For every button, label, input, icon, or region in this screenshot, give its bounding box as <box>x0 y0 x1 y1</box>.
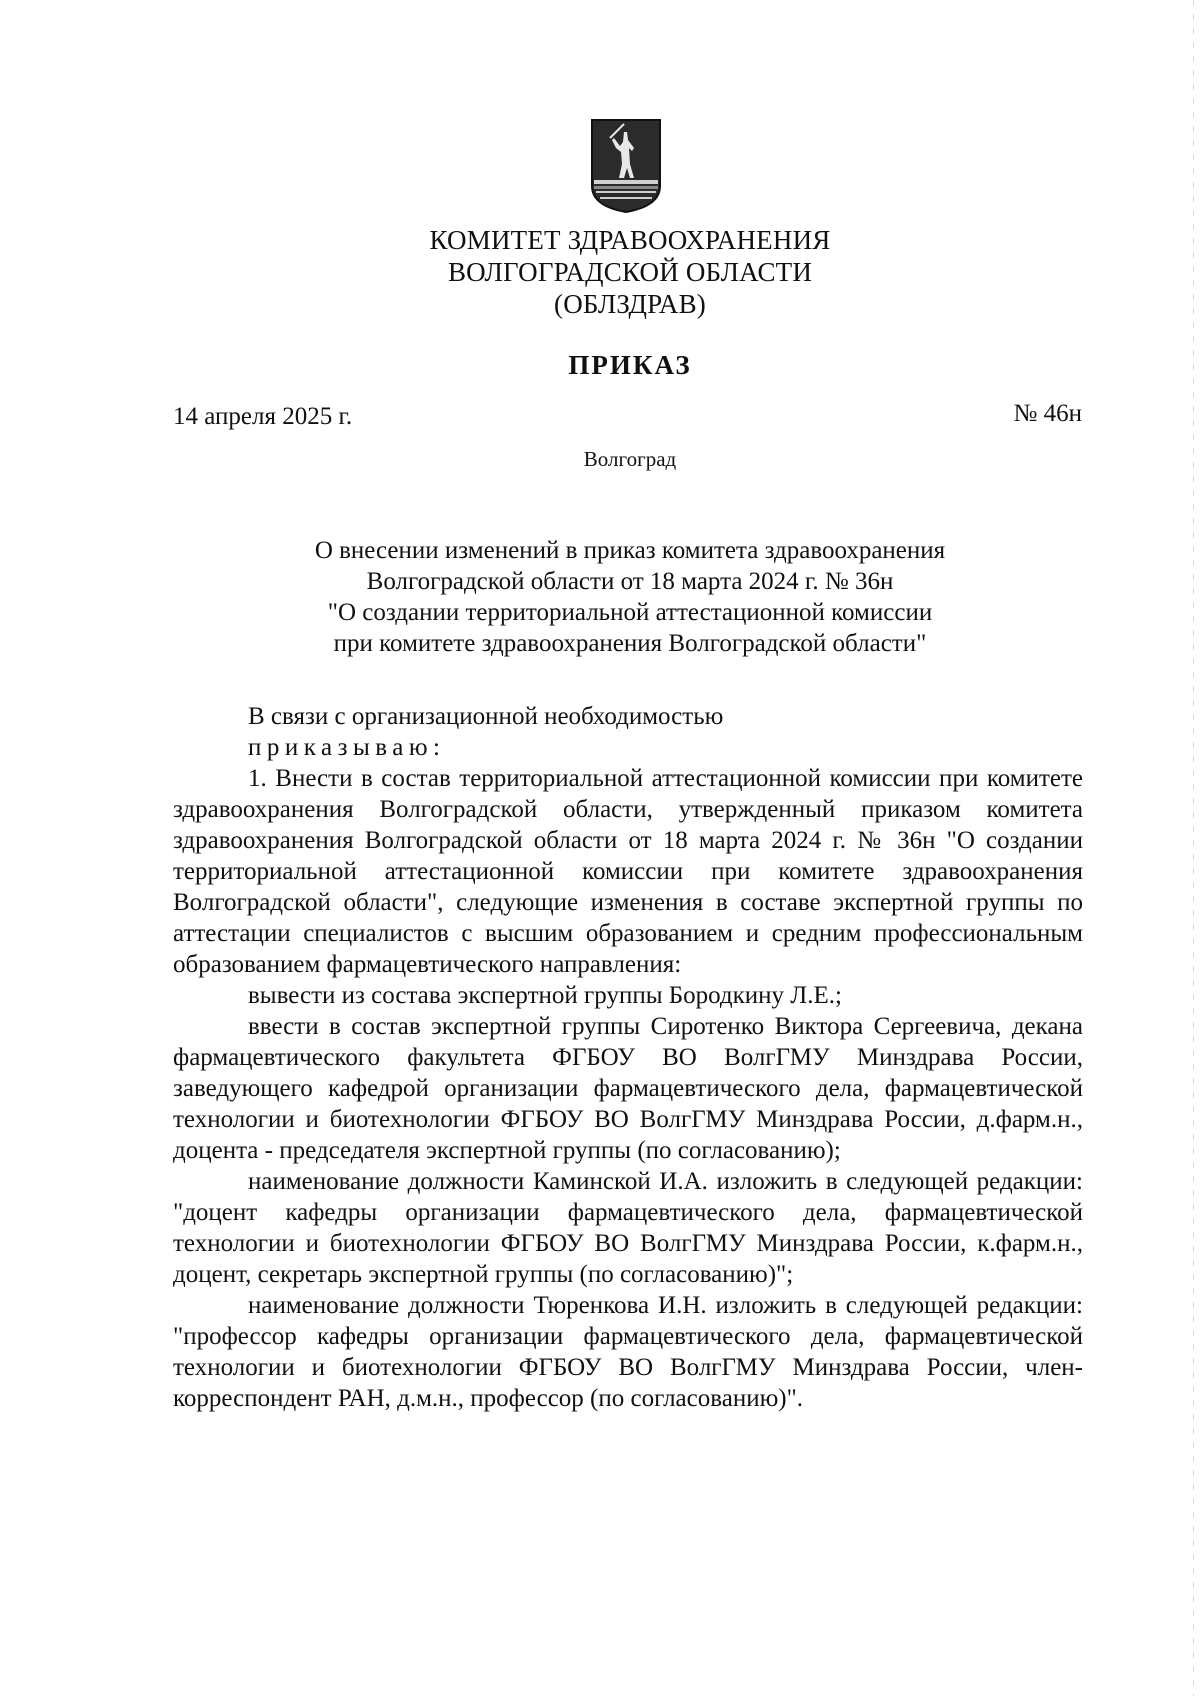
subject-line: Волгоградской области от 18 марта 2024 г. № 36н <box>366 568 894 595</box>
body-paragraph: наименование должности Тюренкова И.Н. изложить в следующей редакции: "профессор кафедры организации фармацевтического дела, фармацевтической технологии и биотехнологии ФГБОУ ВО ВолгГМУ Минздрава России, член-корреспондент РАН, д.м.н., профессор (по согласованию)". <box>173 1292 1083 1412</box>
document-date: 14 апреля 2025 г. <box>173 403 353 430</box>
org-line: КОМИТЕТ ЗДРАВООХРАНЕНИЯ <box>429 225 831 255</box>
org-line: (ОБЛЗДРАВ) <box>554 289 706 319</box>
body-paragraph: наименование должности Каминской И.А. изложить в следующей редакции: "доцент кафедры организации фармацевтического дела, фармацевтической технологии и биотехнологии ФГБОУ ВО ВолгГМУ Минздрава России, к.фарм.н., доцент, секретарь экспертной группы (по согласованию)"; <box>173 1168 1083 1288</box>
scan-edge <box>1193 0 1194 1696</box>
subject-line: "О создании территориальной аттестационной комиссии <box>327 599 933 626</box>
document-number: № 46н <box>1013 400 1082 427</box>
body-paragraph: ввести в состав экспертной группы Сиротенко Виктора Сергеевича, декана фармацевтического факультета ФГБОУ ВО ВолгГМУ Минздрава России, заведующего кафедрой организации фармацевтического дела, фармацевтической технологии и биотехнологии ФГБОУ ВО ВолгГМУ Минздрава России, д.фарм.н., доцента - председателя экспертной группы (по согласованию); <box>173 1013 1083 1164</box>
body-paragraph: вывести из состава экспертной группы Бородкину Л.Е.; <box>248 982 842 1009</box>
intro-text: В связи с организационной необходимостью <box>248 703 724 730</box>
org-line: ВОЛГОГРАДСКОЙ ОБЛАСТИ <box>447 257 813 287</box>
body-paragraph: 1. Внести в состав территориальной аттестационной комиссии при комитете здравоохранения Волгоградской области, утвержденный приказом комитета здравоохранения Волгоградской области от 18 марта 2024 г. № 36н "О создании территориальной аттестационной комиссии при комитете здравоохранения Волгоградской области", следующие изменения в составе экспертной группы по аттестации специалистов с высшим образованием и средним профессиональным образованием фармацевтического направления: <box>173 765 1083 978</box>
organization-name <box>300 224 960 320</box>
order-word: приказываю: <box>248 734 446 761</box>
document-subject <box>230 535 1030 659</box>
subject-line: О внесении изменений в приказ комитета здравоохранения <box>314 537 946 564</box>
document-city: Волгоград <box>583 447 677 471</box>
document-type: ПРИКАЗ <box>568 350 692 380</box>
coat-of-arms-icon <box>590 118 662 214</box>
subject-line: при комитете здравоохранения Волгоградской области" <box>333 630 927 657</box>
document-body <box>173 701 1083 1414</box>
